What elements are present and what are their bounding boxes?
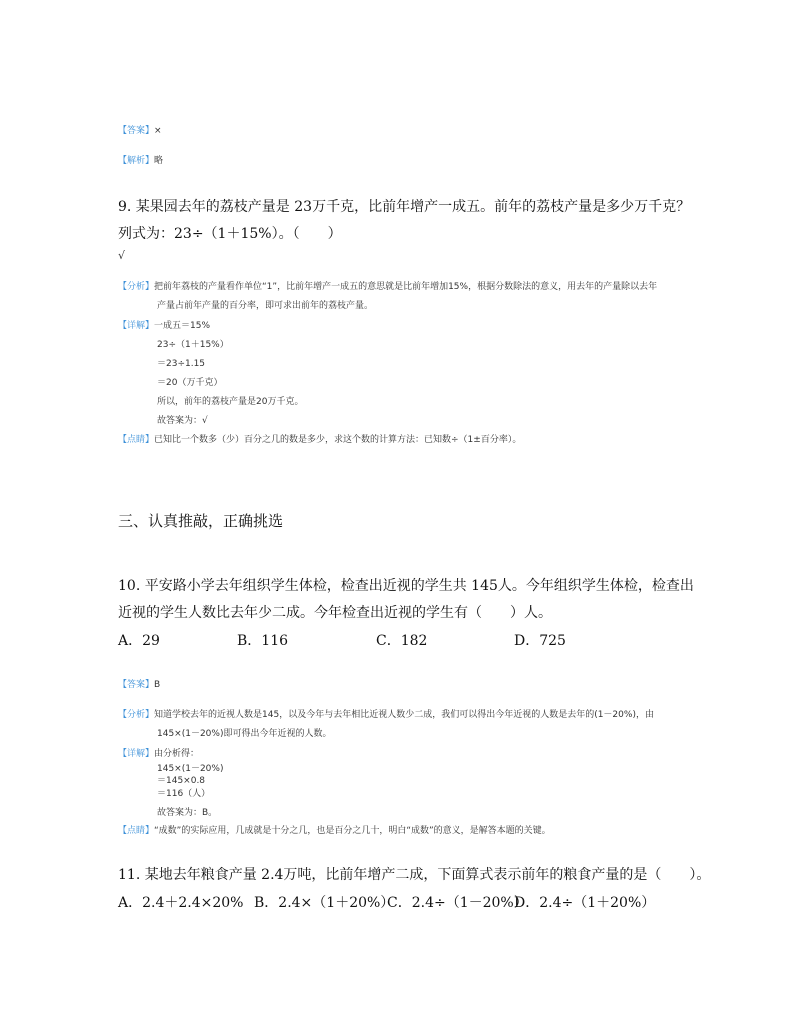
question-11-option-b: B．2.4×（1＋20%） — [254, 895, 395, 911]
dianjing-text: “成数”的实际应用，几成就是十分之几，也是百分之几十，明白“成数”的意义，是解答本题的关键。 — [154, 826, 551, 836]
analysis-line — [118, 153, 163, 166]
xiangjie-tag: 【详解】 — [118, 321, 155, 331]
analysis-value: 略 — [154, 156, 164, 166]
question-9-analysis-2: 产量占前年产量的百分率，即可求出前年的荔枝产量。 — [157, 301, 374, 311]
detail-step-3: ＝145×0.8 — [157, 776, 206, 786]
question-10-analysis-1 — [118, 707, 654, 720]
question-10-text-2: 近视的学生人数比去年少二成。今年检查出近视的学生有（ ）人。 — [118, 605, 552, 621]
analysis-tag: 【解析】 — [118, 156, 155, 166]
dianjing-text: 已知比一个数多（少）百分之几的数是多少，求这个数的计算方法：已知数÷（1±百分率）。 — [154, 435, 522, 445]
question-10-option-c: C．182 — [376, 633, 428, 649]
fenxi-tag: 【分析】 — [118, 710, 155, 720]
section-heading: 三、认真推敲，正确挑选 — [118, 512, 284, 530]
question-10-option-b: B．116 — [237, 633, 289, 649]
question-11-option-d: D．2.4÷（1＋20%） — [514, 895, 656, 911]
detail-step-2: 23÷（1＋15%） — [157, 340, 229, 350]
dianjing-tag: 【点睛】 — [118, 435, 155, 445]
question-9-text-1: 9. 某果园去年的荔枝产量是 23万千克，比前年增产一成五。前年的荔枝产量是多少万千克？ — [118, 199, 691, 215]
detail-step-5: 所以，前年的荔枝产量是20万千克。 — [157, 397, 304, 407]
question-11-option-a: A．2.4＋2.4×20% — [118, 895, 244, 911]
answer-tag: 【答案】 — [118, 126, 155, 136]
detail-step-1: 一成五＝15% — [154, 321, 211, 331]
question-11-text-1: 11. 某地去年粮食产量 2.4万吨，比前年增产二成，下面算式表示前年的粮食产量的是（ ）。 — [118, 867, 711, 883]
question-9-text-2: 列式为：23÷（1＋15%）。（ ） — [118, 226, 342, 242]
question-10-detail-head — [118, 746, 199, 759]
question-9-analysis-1 — [118, 279, 657, 292]
answer-tag: 【答案】 — [118, 680, 155, 690]
detail-step-6: 故答案为：√ — [157, 416, 208, 426]
detail-step-4: ＝116（人） — [157, 789, 211, 799]
question-10-answer — [118, 677, 160, 690]
answer-value: B — [154, 680, 161, 690]
question-9-remark — [118, 432, 521, 445]
question-10-analysis-2: 145×(1－20%)即可得出今年近视的人数。 — [157, 729, 332, 739]
detail-step-4: ＝20（万千克） — [157, 378, 223, 388]
fenxi-text-1: 知道学校去年的近视人数是145，以及今年与去年相比近视人数少二成，我们可以得出今年近视的人数是去年的(1－20%)，由 — [154, 710, 654, 720]
detail-step-3: ＝23÷1.15 — [157, 359, 206, 369]
xiangjie-tag: 【详解】 — [118, 749, 155, 759]
fenxi-tag: 【分析】 — [118, 282, 155, 292]
question-9-detail-head — [118, 318, 210, 331]
answer-value: × — [154, 126, 162, 136]
question-11-option-c: C．2.4÷（1－20%） — [387, 895, 528, 911]
question-10-remark — [118, 823, 551, 836]
detail-step-2: 145×(1－20%) — [157, 764, 224, 774]
dianjing-tag: 【点睛】 — [118, 826, 155, 836]
question-9-answer-mark: √ — [118, 249, 126, 262]
question-10-option-a: A．29 — [118, 633, 160, 649]
question-10-text-1: 10. 平安路小学去年组织学生体检，检查出近视的学生共 145人。今年组织学生体检，检查出 — [118, 578, 694, 594]
answer-line — [118, 123, 162, 136]
question-10-option-d: D．725 — [514, 633, 566, 649]
fenxi-text-1: 把前年荔枝的产量看作单位“1”，比前年增产一成五的意思就是比前年增加15%，根据分数除法的意义，用去年的产量除以去年 — [154, 282, 658, 292]
detail-step-5: 故答案为：B。 — [157, 808, 218, 818]
detail-step-1: 由分析得： — [154, 749, 200, 759]
